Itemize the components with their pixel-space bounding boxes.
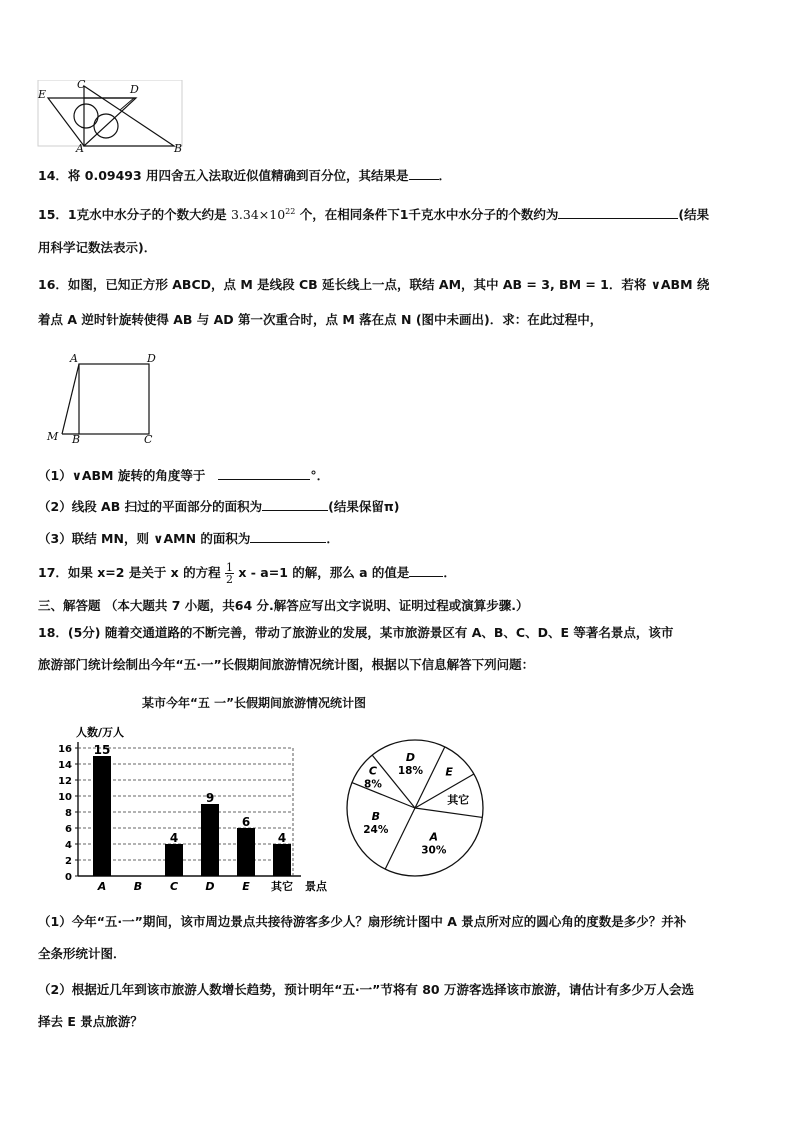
question-14: 14．将 0.09493 用四舍五入法取近似值精确到百分位，其结果是 ． [38, 168, 452, 183]
y-tick-label: 6 [65, 824, 72, 835]
label-a: A [70, 352, 78, 365]
pie-chart [340, 736, 490, 886]
bar-value-label: 15 [93, 743, 111, 757]
bar [165, 844, 183, 876]
label-b: B [174, 142, 183, 154]
question-15: 15．1克水中水分子的个数大约是 $3.34\times 10^{22}$ 个，在相同条件下1千克水中水分子的个数约为 (结果 [38, 207, 710, 223]
q16-line2: 着点 A 逆时针旋转使得 AB 与 AD 第一次重合时，点 M 落在点 N (图中未画出)．求：在此过程中， [38, 312, 603, 327]
square-figure [44, 352, 164, 447]
q18-line1: 18．(5分) 随着交通道路的不断完善，带动了旅游业的发展，某市旅游景区有 A、B、C、D、E 等著名景点，该市 [38, 625, 674, 640]
q18-sub1-line2: 全条形统计图． [38, 946, 126, 961]
q17-answer-blank[interactable] [409, 564, 443, 577]
bar [237, 828, 255, 876]
label-c: C [77, 80, 86, 91]
pie-slice-percent: 8% [364, 778, 382, 791]
label-c: C [144, 433, 153, 446]
question-17: 17．如果 x=2 是关于 x 的方程 $\frac{1}{2}$ x - a=1 的解，那么 a 的值是 ． [38, 561, 456, 586]
chart-title: 某市今年“五 一”长假期间旅游情况统计图 [142, 696, 366, 710]
pie-slice-label: A [429, 830, 439, 844]
q16-sub1: （1）∨ABM 旋转的角度等于 °． [38, 468, 330, 483]
label-m: M [47, 430, 59, 443]
q16-sub1-blank[interactable] [218, 467, 310, 480]
triangle-circles-figure [34, 80, 186, 154]
y-tick-label: 12 [58, 776, 72, 787]
label-d: D [147, 352, 156, 365]
q18-sub2-line2: 择去 E 景点旅游？ [38, 1014, 143, 1029]
q16-line1: 16．如图，已知正方形 ABCD，点 M 是线段 CB 延长线上一点，联结 AM，其中 AB = 3, BM = 1．若将 ∨ABM 绕 [38, 277, 710, 292]
x-tick-label: E [242, 880, 250, 893]
bar-value-label: 4 [277, 831, 287, 845]
y-tick-label: 14 [58, 760, 72, 771]
q16-sub2-blank[interactable] [262, 498, 328, 511]
x-tick-label: A [97, 880, 107, 893]
x-axis-label: 景点 [305, 880, 327, 893]
pie-slice-label: D [405, 751, 415, 765]
q15-answer-blank[interactable] [558, 206, 678, 219]
label-a: A [76, 142, 84, 154]
label-d: D [130, 83, 139, 96]
q14-text: 14．将 0.09493 用四舍五入法取近似值精确到百分位，其结果是 [38, 168, 409, 183]
y-tick-label: 10 [58, 792, 72, 803]
q18-line2: 旅游部门统计绘制出今年“五·一”长假期间旅游情况统计图，根据以下信息解答下列问题： [38, 657, 535, 672]
section-3-heading: 三、解答题 （本大题共 7 小题，共64 分.解答应写出文字说明、证明过程或演算步骤.） [38, 598, 529, 613]
label-e: E [38, 88, 47, 101]
bar [93, 756, 111, 876]
q16-sub3-blank[interactable] [250, 530, 326, 543]
y-tick-label: 16 [58, 744, 72, 755]
bar-value-label: 4 [169, 831, 179, 845]
pie-slice-percent: 24% [363, 824, 389, 837]
q15-number: $3.34\times 10^{22}$ [230, 207, 296, 223]
label-b: B [72, 433, 81, 446]
y-tick-label: 0 [65, 872, 72, 883]
x-tick-label: B [133, 880, 143, 893]
bar-value-label: 6 [241, 815, 251, 829]
pie-slice-percent: 18% [397, 765, 423, 778]
bar-chart [38, 722, 338, 894]
q17-fraction: $\frac{1}{2}$ [225, 561, 233, 586]
q18-sub2-line1: （2）根据近几年到该市旅游人数增长趋势，预计明年“五·一”节将有 80 万游客选择该市旅游，请估计有多少万人会选 [38, 982, 694, 997]
y-tick-label: 8 [65, 808, 72, 819]
pie-slice-label: C [368, 764, 377, 778]
q16-sub2: （2）线段 AB 扫过的平面部分的面积为 (结果保留π) [38, 499, 400, 514]
pie-slice-label: 其它 [447, 793, 470, 807]
x-tick-label: C [169, 880, 179, 893]
x-tick-label: D [205, 880, 215, 893]
pie-slice-percent: 30% [421, 844, 447, 857]
q18-sub1-line1: （1）今年“五·一”期间，该市周边景点共接待游客多少人？扇形统计图中 A 景点所对应的圆心角的度数是多少？并补 [38, 914, 687, 929]
q14-answer-blank[interactable] [409, 167, 439, 180]
q16-sub3: （3）联结 MN，则 ∨AMN 的面积为 ． [38, 531, 339, 546]
pie-slice-label: E [445, 765, 453, 779]
y-axis-label: 人数/万人 [76, 726, 125, 739]
y-tick-label: 2 [65, 856, 72, 867]
bar-value-label: 9 [205, 791, 215, 805]
bar [201, 804, 219, 876]
y-tick-label: 4 [65, 840, 72, 851]
q15-line2: 用科学记数法表示)． [38, 240, 157, 255]
bar [273, 844, 291, 876]
x-tick-label: 其它 [271, 880, 293, 893]
pie-slice-label: B [371, 810, 380, 824]
